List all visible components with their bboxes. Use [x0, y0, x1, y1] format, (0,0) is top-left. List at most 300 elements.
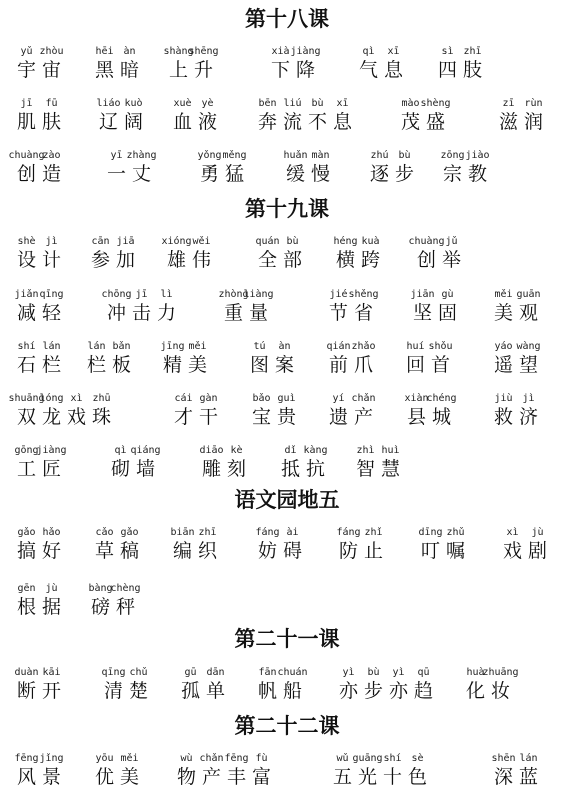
pinyin: bù	[286, 236, 299, 247]
pinyin: huà	[466, 667, 485, 678]
syllable	[224, 753, 249, 789]
syllable	[408, 236, 445, 272]
hanzi: 观	[518, 302, 538, 324]
pinyin: yè	[201, 98, 214, 109]
pinyin: yí	[332, 393, 345, 404]
hanzi: 板	[111, 354, 131, 376]
syllable	[348, 289, 379, 325]
hanzi: 四	[437, 59, 457, 81]
vocab-word	[92, 527, 142, 563]
pinyin: liàng	[243, 289, 274, 300]
hanzi: 逐	[369, 163, 389, 185]
hanzi: 减	[16, 302, 36, 324]
pinyin: guāng	[352, 753, 383, 764]
hanzi: 城	[431, 406, 451, 428]
syllable	[92, 46, 117, 82]
hanzi: 织	[197, 540, 217, 562]
hanzi: 轻	[41, 302, 61, 324]
hanzi: 十	[382, 766, 402, 788]
pinyin: sì	[441, 46, 454, 57]
syllable	[36, 445, 67, 481]
syllable	[351, 393, 376, 429]
pinyin: dān	[206, 667, 225, 678]
hanzi: 气	[358, 59, 378, 81]
hanzi: 楚	[128, 680, 148, 702]
hanzi: 县	[406, 406, 426, 428]
syllable	[130, 445, 161, 481]
vocab-word	[336, 667, 436, 703]
pinyin: yōu	[95, 753, 114, 764]
hanzi: 好	[41, 540, 61, 562]
syllable	[280, 98, 305, 134]
pinyin: kuò	[124, 98, 143, 109]
vocab-word	[171, 393, 221, 429]
syllable	[178, 667, 203, 703]
hanzi: 举	[441, 249, 461, 271]
pinyin: shēn	[491, 753, 516, 764]
hanzi: 加	[115, 249, 135, 271]
vocab-word	[496, 98, 546, 134]
vocab-word	[14, 341, 64, 377]
hanzi: 宇	[16, 59, 36, 81]
lesson-title: 第二十一课	[234, 627, 340, 651]
syllable	[14, 236, 39, 272]
syllable	[39, 393, 64, 429]
vocab-word	[278, 445, 328, 481]
pinyin: zhū	[92, 393, 111, 404]
syllable	[283, 150, 308, 186]
syllable	[303, 445, 328, 481]
hanzi: 富	[251, 766, 271, 788]
vocab-word	[333, 236, 383, 272]
syllable	[14, 753, 39, 789]
hanzi: 液	[197, 111, 217, 133]
vocab-word	[8, 150, 64, 186]
hanzi: 稿	[119, 540, 139, 562]
hanzi: 根	[16, 596, 36, 618]
hanzi: 产	[201, 766, 221, 788]
hanzi: 工	[16, 458, 36, 480]
syllable	[189, 236, 214, 272]
hanzi: 息	[383, 59, 403, 81]
pinyin: lán	[42, 341, 61, 352]
hanzi: 黑	[94, 59, 114, 81]
pinyin: dīng	[418, 527, 443, 538]
pinyin: kè	[230, 445, 243, 456]
vocab-word	[170, 98, 220, 134]
vocab-word	[491, 753, 541, 789]
pinyin: zhòu	[39, 46, 64, 57]
pinyin: shí	[383, 753, 402, 764]
pinyin: yǒng	[197, 150, 222, 161]
syllable	[88, 583, 113, 619]
syllable	[516, 289, 541, 325]
syllable	[195, 98, 220, 134]
vocab-row	[0, 393, 574, 433]
syllable	[404, 393, 429, 429]
syllable	[333, 236, 358, 272]
vocab-word	[403, 341, 453, 377]
hanzi: 流	[282, 111, 302, 133]
vocab-word	[440, 150, 490, 186]
vocab-word	[14, 753, 64, 789]
syllable	[367, 150, 392, 186]
pinyin: bù	[398, 150, 411, 161]
hanzi: 创	[16, 163, 36, 185]
syllable	[88, 236, 113, 272]
hanzi: 缓	[285, 163, 305, 185]
pinyin: chéng	[426, 393, 457, 404]
syllable	[154, 289, 179, 325]
pinyin: bēn	[258, 98, 277, 109]
syllable	[199, 753, 224, 789]
pinyin: chuán	[277, 667, 308, 678]
vocab-word	[408, 236, 464, 272]
syllable	[39, 753, 64, 789]
syllable	[171, 393, 196, 429]
hanzi: 固	[437, 302, 457, 324]
hanzi: 防	[338, 540, 358, 562]
syllable	[516, 341, 541, 377]
hanzi: 丰	[226, 766, 246, 788]
pinyin: zhǎo	[351, 341, 376, 352]
syllable	[356, 46, 381, 82]
hanzi: 贵	[276, 406, 296, 428]
pinyin: yī	[110, 150, 123, 161]
pinyin: jiàng	[290, 46, 321, 57]
pinyin: gōng	[14, 445, 39, 456]
syllable	[174, 753, 199, 789]
vocab-word	[108, 445, 161, 481]
hanzi: 五	[332, 766, 352, 788]
hanzi: 色	[407, 766, 427, 788]
syllable	[428, 341, 453, 377]
syllable	[326, 341, 351, 377]
syllable	[386, 667, 411, 703]
pinyin: chuàng	[8, 150, 45, 161]
hanzi: 救	[493, 406, 513, 428]
pinyin: měi	[120, 753, 139, 764]
vocab-word	[410, 289, 460, 325]
hanzi: 妨	[257, 540, 277, 562]
hanzi: 肤	[41, 111, 61, 133]
pinyin: zhì	[356, 445, 375, 456]
pinyin: bǎo	[252, 393, 271, 404]
vocab-word	[160, 341, 210, 377]
syllable	[290, 46, 321, 82]
syllable	[89, 393, 114, 429]
pinyin: xī	[336, 98, 349, 109]
pinyin: gǎo	[17, 527, 36, 538]
hanzi: 草	[94, 540, 114, 562]
pinyin: bàng	[88, 583, 113, 594]
pinyin: àn	[123, 46, 136, 57]
syllable	[104, 150, 129, 186]
hanzi: 盛	[425, 111, 445, 133]
hanzi: 智	[355, 458, 375, 480]
pinyin: mào	[401, 98, 420, 109]
hanzi: 优	[94, 766, 114, 788]
syllable	[110, 583, 141, 619]
pinyin: jī	[135, 289, 148, 300]
vocab-word	[92, 753, 142, 789]
syllable	[197, 150, 222, 186]
syllable	[435, 46, 460, 82]
pinyin: jiān	[410, 289, 435, 300]
pinyin: zhú	[370, 150, 389, 161]
hanzi: 嘱	[445, 540, 465, 562]
pinyin: bù	[311, 98, 324, 109]
hanzi: 升	[193, 59, 213, 81]
pinyin: jù	[45, 583, 58, 594]
hanzi: 叮	[420, 540, 440, 562]
vocab-word	[8, 393, 114, 429]
vocab-row	[0, 46, 574, 86]
syllable	[465, 150, 490, 186]
syllable	[351, 341, 376, 377]
hanzi: 剧	[527, 540, 547, 562]
syllable	[14, 527, 39, 563]
pinyin: qū	[417, 667, 430, 678]
syllable	[482, 667, 519, 703]
pinyin: jī	[20, 98, 33, 109]
vocab-row	[0, 98, 574, 138]
hanzi: 遥	[493, 354, 513, 376]
pinyin: cān	[91, 236, 110, 247]
pinyin: lán	[519, 753, 538, 764]
pinyin: jǐng	[39, 753, 64, 764]
pinyin: wǔ	[336, 753, 349, 764]
hanzi: 造	[41, 163, 61, 185]
hanzi: 遗	[328, 406, 348, 428]
syllable	[330, 753, 355, 789]
vocab-word	[14, 289, 64, 325]
vocab-word	[255, 667, 308, 703]
pinyin: àn	[278, 341, 291, 352]
pinyin: wěi	[192, 236, 211, 247]
syllable	[392, 150, 417, 186]
vocab-word	[199, 445, 249, 481]
pinyin: diāo	[199, 445, 224, 456]
vocab-word	[197, 150, 247, 186]
syllable	[84, 341, 109, 377]
syllable	[491, 341, 516, 377]
hanzi: 创	[416, 249, 436, 271]
pinyin: jīng	[160, 341, 185, 352]
hanzi: 图	[249, 354, 269, 376]
syllable	[255, 667, 280, 703]
syllable	[398, 98, 423, 134]
vocab-word	[330, 753, 430, 789]
vocab-row	[0, 150, 574, 190]
syllable	[516, 753, 541, 789]
vocab-row	[0, 236, 574, 276]
syllable	[39, 289, 64, 325]
hanzi: 步	[394, 163, 414, 185]
vocab-word	[161, 236, 214, 272]
hanzi: 计	[41, 249, 61, 271]
vocab-word	[104, 150, 157, 186]
pinyin: yǔ	[20, 46, 33, 57]
pinyin: duàn	[14, 667, 39, 678]
syllable	[117, 527, 142, 563]
syllable	[491, 753, 516, 789]
pinyin: shàng	[163, 46, 194, 57]
lesson-title: 第二十二课	[234, 714, 340, 738]
hanzi: 望	[518, 354, 538, 376]
pinyin: chǔ	[129, 667, 148, 678]
hanzi: 重	[223, 302, 243, 324]
pinyin: jiǎn	[14, 289, 39, 300]
vocab-word	[283, 150, 333, 186]
pinyin: qì	[114, 445, 127, 456]
syllable	[361, 527, 386, 563]
hanzi: 息	[332, 111, 352, 133]
hanzi: 清	[103, 680, 123, 702]
pinyin: bǎn	[112, 341, 131, 352]
hanzi: 暗	[119, 59, 139, 81]
pinyin: gàn	[199, 393, 218, 404]
vocab-word	[404, 393, 457, 429]
syllable	[14, 46, 39, 82]
syllable	[101, 667, 126, 703]
hanzi: 精	[162, 354, 182, 376]
vocab-word	[88, 583, 141, 619]
syllable	[8, 393, 45, 429]
vocab-word	[336, 527, 386, 563]
pinyin: cǎo	[95, 527, 114, 538]
syllable	[439, 236, 464, 272]
vocab-word	[249, 393, 299, 429]
syllable	[39, 341, 64, 377]
vocab-row	[0, 753, 574, 793]
pinyin: gū	[184, 667, 197, 678]
hanzi: 茂	[400, 111, 420, 133]
hanzi: 爪	[353, 354, 373, 376]
hanzi: 前	[328, 354, 348, 376]
syllable	[274, 393, 299, 429]
hanzi: 润	[523, 111, 543, 133]
syllable	[255, 527, 280, 563]
pinyin: cái	[174, 393, 193, 404]
hanzi: 砌	[110, 458, 130, 480]
hanzi: 刻	[226, 458, 246, 480]
vocab-row	[0, 527, 574, 567]
vocab-word	[178, 667, 228, 703]
hanzi: 墙	[135, 458, 155, 480]
pinyin: fū	[45, 98, 58, 109]
hanzi: 才	[173, 406, 193, 428]
vocab-word	[398, 98, 451, 134]
syllable	[108, 445, 133, 481]
pinyin: xì	[70, 393, 83, 404]
syllable	[39, 667, 64, 703]
hanzi: 勇	[199, 163, 219, 185]
hanzi: 产	[353, 406, 373, 428]
syllable	[411, 667, 436, 703]
vocab-word	[14, 46, 64, 82]
hanzi: 秤	[115, 596, 135, 618]
hanzi: 美	[493, 302, 513, 324]
hanzi: 船	[282, 680, 302, 702]
syllable	[277, 667, 308, 703]
hanzi: 戏	[66, 406, 86, 428]
syllable	[405, 753, 430, 789]
vocab-word	[463, 667, 519, 703]
pinyin: jì	[45, 236, 58, 247]
hanzi: 珠	[91, 406, 111, 428]
vocab-row	[0, 289, 574, 329]
syllable	[336, 667, 361, 703]
vocab-word	[96, 98, 146, 134]
hanzi: 丈	[131, 163, 151, 185]
syllable	[14, 667, 39, 703]
hanzi: 碍	[282, 540, 302, 562]
syllable	[280, 236, 305, 272]
vocab-word	[326, 393, 376, 429]
syllable	[255, 98, 280, 134]
syllable	[521, 98, 546, 134]
syllable	[14, 583, 39, 619]
pinyin: shí	[17, 341, 36, 352]
hanzi: 栏	[41, 354, 61, 376]
pinyin: yì	[342, 667, 355, 678]
vocab-word	[435, 46, 485, 82]
hanzi: 部	[282, 249, 302, 271]
hanzi: 止	[363, 540, 383, 562]
pinyin: měi	[494, 289, 513, 300]
lesson-title: 第十八课	[245, 7, 329, 31]
hanzi: 量	[248, 302, 268, 324]
hanzi: 一	[106, 163, 126, 185]
syllable	[410, 289, 435, 325]
syllable	[352, 753, 383, 789]
syllable	[129, 289, 154, 325]
vocab-word	[14, 445, 67, 481]
syllable	[96, 98, 121, 134]
hanzi: 宝	[251, 406, 271, 428]
hanzi: 美	[187, 354, 207, 376]
pinyin: fān	[258, 667, 277, 678]
vocab-word	[163, 46, 219, 82]
syllable	[126, 150, 157, 186]
hanzi: 击	[131, 302, 151, 324]
pinyin: xià	[271, 46, 290, 57]
hanzi: 妆	[490, 680, 510, 702]
pinyin: yáo	[494, 341, 513, 352]
pinyin: xì	[506, 527, 519, 538]
vocab-word	[170, 527, 220, 563]
pinyin: xiàn	[404, 393, 429, 404]
hanzi: 双	[16, 406, 36, 428]
vocab-word	[92, 46, 142, 82]
hanzi: 匠	[41, 458, 61, 480]
vocab-word	[247, 341, 297, 377]
pinyin: shèng	[420, 98, 451, 109]
vocab-word	[356, 46, 406, 82]
hanzi: 降	[295, 59, 315, 81]
hanzi: 下	[270, 59, 290, 81]
syllable	[160, 341, 185, 377]
vocab-word	[326, 341, 376, 377]
hanzi: 慧	[380, 458, 400, 480]
syllable	[500, 527, 525, 563]
syllable	[278, 445, 303, 481]
hanzi: 设	[16, 249, 36, 271]
hanzi: 开	[41, 680, 61, 702]
syllable	[443, 527, 468, 563]
pinyin: měng	[222, 150, 247, 161]
